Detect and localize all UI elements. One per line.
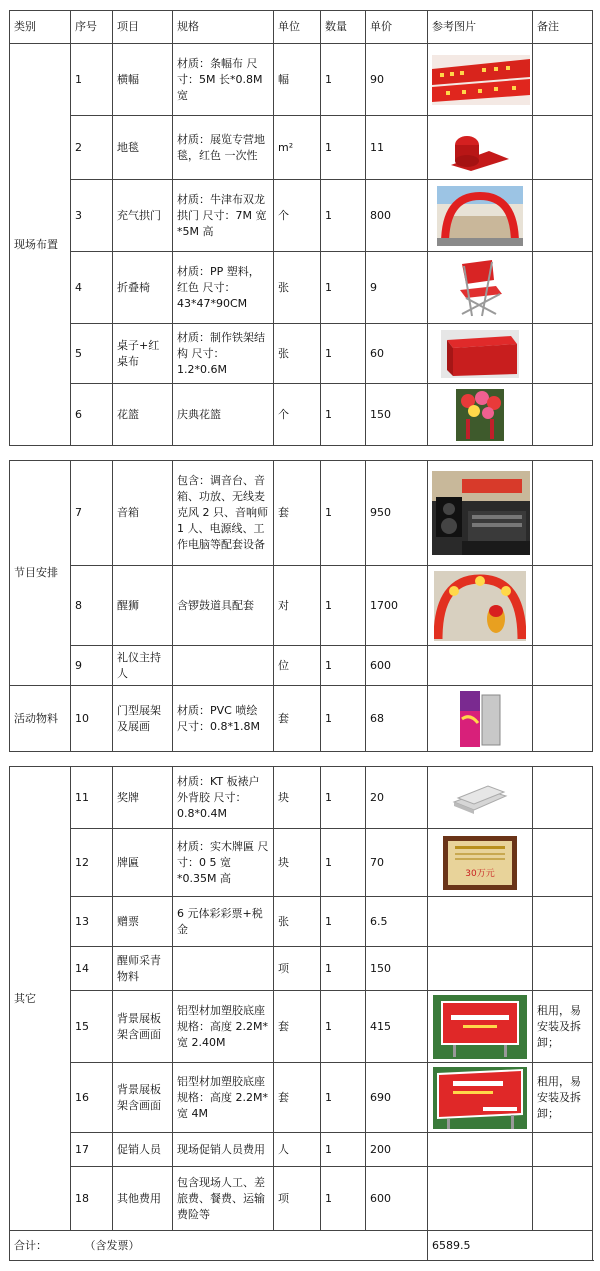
row-image-cell	[428, 461, 533, 566]
row-qty: 1	[321, 646, 366, 686]
row-image-cell	[428, 1167, 533, 1231]
row-qty: 1	[321, 324, 366, 384]
row-note	[533, 44, 593, 116]
row-price: 600	[366, 646, 428, 686]
quote-table-part-1	[9, 10, 593, 446]
row-item: 奖牌	[113, 767, 173, 829]
plaque-text: 30万元	[465, 868, 495, 879]
row-unit: 项	[274, 947, 321, 991]
table-red-cloth-photo	[441, 330, 519, 378]
row-qty: 1	[321, 252, 366, 324]
row-number: 5	[71, 324, 113, 384]
table-row	[10, 767, 593, 829]
row-unit: 张	[274, 897, 321, 947]
row-image-cell	[428, 566, 533, 646]
row-item: 促销人员	[113, 1133, 173, 1167]
row-spec: 铝型材加塑胶底座 规格：高度 2.2M*宽 4M	[173, 1063, 274, 1133]
row-qty: 1	[321, 991, 366, 1063]
row-item: 背景展板架含画面	[113, 991, 173, 1063]
row-number: 18	[71, 1167, 113, 1231]
row-spec	[173, 947, 274, 991]
row-note	[533, 252, 593, 324]
row-spec	[173, 646, 274, 686]
row-qty: 1	[321, 1167, 366, 1231]
row-spec: 材质：PVC 喷绘 尺寸：0.8*1.8M	[173, 686, 274, 752]
row-note	[533, 1167, 593, 1231]
table-row	[10, 991, 593, 1063]
row-price: 6.5	[366, 897, 428, 947]
row-price: 20	[366, 767, 428, 829]
category-cell: 节目安排	[10, 461, 71, 686]
row-number: 15	[71, 991, 113, 1063]
total-label-cell	[10, 1231, 428, 1261]
row-unit: 套	[274, 1063, 321, 1133]
row-note	[533, 1133, 593, 1167]
table-row	[10, 947, 593, 991]
header-category: 类别	[10, 11, 71, 44]
header-qty: 数量	[321, 11, 366, 44]
row-image-cell	[428, 646, 533, 686]
row-spec: 铝型材加塑胶底座 规格：高度 2.2M*宽 2.40M	[173, 991, 274, 1063]
quote-table-part-2	[9, 460, 593, 752]
header-price: 单价	[366, 11, 428, 44]
total-invoice-note: （含发票）	[84, 1238, 140, 1252]
row-unit: 个	[274, 384, 321, 446]
row-note: 租用，易安装及拆卸；	[533, 991, 593, 1063]
red-banner-photo	[432, 55, 530, 105]
row-item: 桌子+红桌布	[113, 324, 173, 384]
header-note: 备注	[533, 11, 593, 44]
row-qty: 1	[321, 180, 366, 252]
table-row	[10, 566, 593, 646]
row-unit: 套	[274, 686, 321, 752]
flower-basket-photo	[456, 389, 504, 441]
row-spec: 材质：条幅布 尺寸：5M 长*0.8M 宽	[173, 44, 274, 116]
row-item: 充气拱门	[113, 180, 173, 252]
row-price: 1700	[366, 566, 428, 646]
row-spec: 现场促销人员费用	[173, 1133, 274, 1167]
row-price: 90	[366, 44, 428, 116]
inflatable-arch-photo	[437, 186, 523, 246]
row-image-cell	[428, 1063, 533, 1133]
row-qty: 1	[321, 44, 366, 116]
audio-equipment-photo	[432, 471, 530, 555]
row-unit: 幅	[274, 44, 321, 116]
row-item: 音箱	[113, 461, 173, 566]
row-item: 门型展架及展画	[113, 686, 173, 752]
table-row	[10, 116, 593, 180]
table-row	[10, 252, 593, 324]
row-note	[533, 384, 593, 446]
category-cell: 现场布置	[10, 44, 71, 446]
row-item: 背景展板架含画面	[113, 1063, 173, 1133]
row-number: 3	[71, 180, 113, 252]
table-row	[10, 1063, 593, 1133]
row-spec: 含锣鼓道具配套	[173, 566, 274, 646]
row-item: 醒师采青物料	[113, 947, 173, 991]
header-unit: 单位	[274, 11, 321, 44]
row-note	[533, 767, 593, 829]
row-spec: 包含现场人工、差旅费、餐费、运输费险等	[173, 1167, 274, 1231]
row-spec: 包含：调音台、音箱、功放、无线麦克风 2 只、音响师 1 人、电源线、工作电脑等配套设备	[173, 461, 274, 566]
table-row	[10, 1167, 593, 1231]
row-number: 7	[71, 461, 113, 566]
row-item: 横幅	[113, 44, 173, 116]
row-image-cell	[428, 767, 533, 829]
folding-chair-photo	[452, 258, 508, 318]
row-unit: 人	[274, 1133, 321, 1167]
row-price: 690	[366, 1063, 428, 1133]
table-row	[10, 897, 593, 947]
row-number: 12	[71, 829, 113, 897]
row-qty: 1	[321, 566, 366, 646]
row-item: 地毯	[113, 116, 173, 180]
row-price: 600	[366, 1167, 428, 1231]
row-unit: 个	[274, 180, 321, 252]
row-image-cell	[428, 829, 533, 897]
table-row	[10, 44, 593, 116]
table-row	[10, 646, 593, 686]
row-number: 16	[71, 1063, 113, 1133]
header-spec: 规格	[173, 11, 274, 44]
row-spec: 材质：牛津布双龙拱门 尺寸：7M 宽*5M 高	[173, 180, 274, 252]
row-unit: 块	[274, 767, 321, 829]
row-image-cell	[428, 324, 533, 384]
row-qty: 1	[321, 897, 366, 947]
row-unit: m²	[274, 116, 321, 180]
row-item: 牌匾	[113, 829, 173, 897]
row-item: 醒狮	[113, 566, 173, 646]
total-label: 合计：	[14, 1238, 47, 1252]
row-unit: 套	[274, 991, 321, 1063]
row-qty: 1	[321, 829, 366, 897]
row-unit: 套	[274, 461, 321, 566]
row-unit: 张	[274, 324, 321, 384]
row-unit: 张	[274, 252, 321, 324]
row-note	[533, 324, 593, 384]
row-qty: 1	[321, 947, 366, 991]
row-qty: 1	[321, 461, 366, 566]
row-spec: 庆典花篮	[173, 384, 274, 446]
row-number: 8	[71, 566, 113, 646]
row-item: 花篮	[113, 384, 173, 446]
row-price: 9	[366, 252, 428, 324]
wooden-plaque-photo	[443, 836, 517, 890]
category-cell: 活动物料	[10, 686, 71, 752]
row-note	[533, 461, 593, 566]
row-note	[533, 686, 593, 752]
backdrop-board-wide-photo	[433, 1067, 527, 1129]
row-note	[533, 897, 593, 947]
row-qty: 1	[321, 1063, 366, 1133]
row-image-cell	[428, 252, 533, 324]
row-qty: 1	[321, 1133, 366, 1167]
header-item: 项目	[113, 11, 173, 44]
row-note	[533, 116, 593, 180]
table-row	[10, 829, 593, 897]
row-item: 其他费用	[113, 1167, 173, 1231]
row-image-cell	[428, 947, 533, 991]
row-note	[533, 180, 593, 252]
table-row	[10, 384, 593, 446]
row-qty: 1	[321, 384, 366, 446]
backdrop-board-photo	[433, 995, 527, 1059]
row-unit: 项	[274, 1167, 321, 1231]
row-item: 折叠椅	[113, 252, 173, 324]
row-price: 68	[366, 686, 428, 752]
row-number: 11	[71, 767, 113, 829]
row-image-cell	[428, 686, 533, 752]
row-price: 415	[366, 991, 428, 1063]
row-image-cell	[428, 1133, 533, 1167]
row-price: 60	[366, 324, 428, 384]
table-row	[10, 1133, 593, 1167]
row-number: 6	[71, 384, 113, 446]
row-spec: 材质：制作铁架结构 尺寸：1.2*0.6M	[173, 324, 274, 384]
row-number: 17	[71, 1133, 113, 1167]
row-image-cell	[428, 180, 533, 252]
row-number: 10	[71, 686, 113, 752]
row-spec: 材质：展览专营地毯，红色 一次性	[173, 116, 274, 180]
row-price: 200	[366, 1133, 428, 1167]
lion-dance-photo	[434, 571, 526, 641]
row-qty: 1	[321, 767, 366, 829]
table-row	[10, 686, 593, 752]
row-number: 13	[71, 897, 113, 947]
row-price: 70	[366, 829, 428, 897]
row-image-cell	[428, 897, 533, 947]
row-price: 800	[366, 180, 428, 252]
row-number: 9	[71, 646, 113, 686]
quote-table-part-3	[9, 766, 593, 1261]
row-number: 14	[71, 947, 113, 991]
row-item: 赠票	[113, 897, 173, 947]
row-image-cell	[428, 384, 533, 446]
row-image-cell	[428, 991, 533, 1063]
table-row	[10, 461, 593, 566]
row-item: 礼仪主持人	[113, 646, 173, 686]
row-spec: 材质：PP 塑料，红色 尺寸：43*47*90CM	[173, 252, 274, 324]
row-number: 2	[71, 116, 113, 180]
row-image-cell	[428, 116, 533, 180]
total-row	[10, 1231, 593, 1261]
row-note	[533, 947, 593, 991]
row-qty: 1	[321, 686, 366, 752]
row-price: 950	[366, 461, 428, 566]
row-note	[533, 829, 593, 897]
row-spec: 材质：KT 板裱户外背胶 尺寸：0.8*0.4M	[173, 767, 274, 829]
total-value: 6589.5	[428, 1231, 593, 1261]
kt-board-photo	[450, 780, 510, 816]
row-unit: 对	[274, 566, 321, 646]
row-qty: 1	[321, 116, 366, 180]
display-stand-photo	[452, 689, 508, 749]
table-header-row	[10, 11, 593, 44]
header-image: 参考图片	[428, 11, 533, 44]
table-row	[10, 180, 593, 252]
red-carpet-photo	[449, 125, 511, 171]
row-note	[533, 566, 593, 646]
row-unit: 位	[274, 646, 321, 686]
row-price: 150	[366, 947, 428, 991]
row-image-cell	[428, 44, 533, 116]
row-number: 1	[71, 44, 113, 116]
row-spec: 材质：实木牌匾 尺寸：0 5 宽*0.35M 高	[173, 829, 274, 897]
row-note: 租用，易安装及拆卸；	[533, 1063, 593, 1133]
header-number: 序号	[71, 11, 113, 44]
table-row	[10, 324, 593, 384]
category-cell: 其它	[10, 767, 71, 1231]
row-number: 4	[71, 252, 113, 324]
row-price: 150	[366, 384, 428, 446]
row-price: 11	[366, 116, 428, 180]
row-note	[533, 646, 593, 686]
row-unit: 块	[274, 829, 321, 897]
row-spec: 6 元体彩彩票+税金	[173, 897, 274, 947]
